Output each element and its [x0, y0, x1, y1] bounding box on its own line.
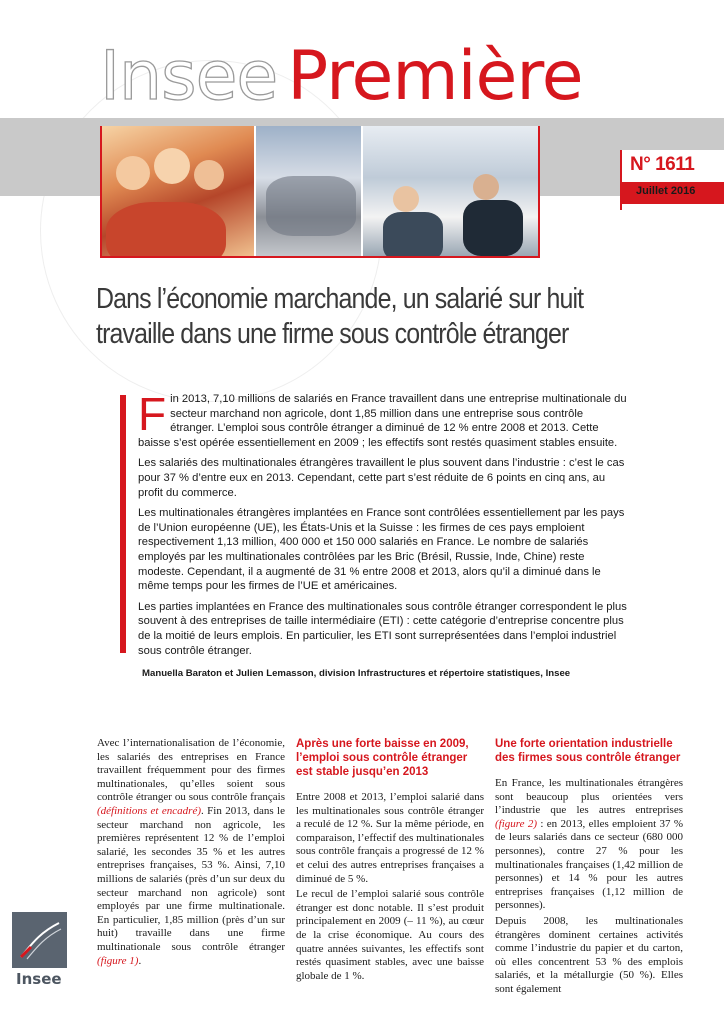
summary-paragraph-1 — [138, 388, 628, 450]
header-photo-strip — [100, 126, 540, 258]
brand-premiere: Première — [287, 37, 583, 116]
photo-face-shape — [473, 174, 499, 200]
insee-logo-text: Insee — [16, 970, 62, 988]
column-1-text-b: . Fin 2013, dans le secteur marchand non agricole, les premières représentent 12 % de l’emploi salarié, les secondes 35 % et les autres entreprises françaises, 53 %. Ainsi, 7,10 millions de salariés (près d’un sur deux du secteur marchand non agricole) sont employés par une firme multinationale. En particulier, 1,85 million (près d’un sur huit) travaille dans une firme multinationale sous contrôle étranger — [97, 804, 285, 953]
summary-block — [138, 388, 628, 664]
issue-box — [620, 150, 724, 210]
issue-date: Juillet 2016 — [636, 185, 696, 197]
column-3-heading: Une forte orientation industrielle des firmes sous contrôle étranger — [495, 738, 681, 764]
brand-insee: Insee — [100, 37, 278, 116]
article-title — [96, 282, 698, 352]
column-1-text-a: Avec l’internationalisation de l’économie, les salariés des entreprises en France travaillent fréquemment pour des firmes multinationales, qu’elles soient sous contrôle étranger ou sous contrôle français — [97, 737, 285, 804]
photo-clothes-shape — [106, 202, 226, 256]
authors-line: Manuella Baraton et Julien Lemasson, division Infrastructures et répertoire statistiques, Insee — [142, 668, 571, 679]
body-column-3 — [495, 737, 683, 999]
column-3-paragraph-1 — [495, 777, 683, 913]
insee-logo-icon — [12, 912, 67, 968]
summary-paragraph-1-text: in 2013, 7,10 millions de salariés en France travaillent dans une entreprise multinationale du secteur marchand non agricole, dont 1,85 million dans une entreprise sous contrôle étranger. L’emploi sous contrôle étranger a diminué de 12 % entre 2008 et 2013. Cette baisse s’est opérée essentiellement en 2009 ; les effectifs sont restés quasiment stables ensuite. — [138, 393, 627, 449]
column-3-text-a: En France, les multinationales étrangères sont beaucoup plus orientées vers l’industrie que les autres entreprises — [495, 777, 683, 817]
summary-paragraph-2: Les salariés des multinationales étrangères travaillent le plus souvent dans l’industrie : c’est le cas pour 37 % d’entre eux en 2013. Cependant, cette part s’est réduite de 6 points en cinq ans, au profit du commerce. — [138, 457, 625, 499]
article-title-line2: travaille dans une firme sous contrôle étranger — [96, 318, 569, 350]
body-column-1 — [97, 737, 285, 970]
reference-link-figure-2[interactable]: (figure 2) — [495, 817, 538, 830]
photo-face-shape — [393, 186, 419, 212]
summary-accent-bar — [120, 395, 126, 653]
photo-office-workers — [361, 126, 538, 256]
photo-face-shape — [154, 148, 190, 184]
column-2-paragraph-2: Le recul de l’emploi salarié sous contrôle étranger est donc notable. Il s’est produit principalement en 2009 (– 11 %), au cœur de la crise économique. Au cours des quatre années suivantes, les effectifs sont restés quasiment stables, avec une baisse globale de 1 %. — [296, 888, 484, 982]
issue-number: N° 1611 — [630, 154, 695, 175]
photo-clothes-shape — [463, 200, 523, 256]
photo-children — [102, 126, 254, 256]
column-3-paragraph-2: Depuis 2008, les multinationales étrangères dominent certaines activités comme l’industrie du papier et du carton, où elles concentrent 53 % des emplois salariés, et la métallurgie (50 %). Elles sont également — [495, 914, 683, 995]
column-3-text-b: : en 2013, elles emploient 37 % de leurs salariés dans ce secteur (680 000 personnes), contre 27 % pour les multinationales françaises (1,42 million de personnes) et 14 % pour les autres entreprises françaises (1,12 million de personnes). — [495, 817, 683, 912]
column-2-heading: Après une forte baisse en 2009, l’emploi sous contrôle étranger est stable jusqu’en 2013 — [296, 738, 469, 778]
photo-clothes-shape — [383, 212, 443, 256]
column-1-paragraph — [97, 737, 285, 968]
publication-brand — [100, 38, 583, 116]
insee-logo-mark — [17, 917, 63, 963]
body-column-2 — [296, 737, 484, 985]
article-title-line1: Dans l’économie marchande, un salarié sur huit — [96, 283, 584, 315]
photo-crowd-shape — [266, 176, 356, 236]
photo-face-shape — [116, 156, 150, 190]
photo-street-crowd — [254, 126, 361, 256]
summary-dropcap: F — [138, 388, 167, 440]
column-1-text-c: . — [138, 954, 142, 967]
column-2-paragraph-1: Entre 2008 et 2013, l’emploi salarié dans les multinationales sous contrôle étranger a reculé de 12 %. Sur la même période, en comparaison, l’effectif des multinationales sous contrôle français a progressé de 12 % et celui des autres entreprises françaises a diminué de 5 %. — [296, 791, 484, 885]
reference-link-definitions[interactable]: (définitions et encadré) — [97, 804, 201, 817]
reference-link-figure-1[interactable]: (figure 1) — [97, 954, 139, 967]
summary-paragraph-4: Les parties implantées en France des multinationales sous contrôle étranger correspondent le plus souvent à des entreprises de taille intermédiaire (ETI) : cette catégorie d’entreprise concentre plus de la moitié de leurs emplois. En particulier, les ETI sont surreprésentées dans l’emploi industriel sous contrôle étranger. — [138, 600, 627, 657]
photo-face-shape — [194, 160, 224, 190]
summary-paragraph-3: Les multinationales étrangères implantées en France sont contrôlées essentiellement par les pays de l’Union européenne (UE), les États-Unis et la Suisse : les firmes de ces pays emploient respectivement 1,13 million, 400 000 et 150 000 salariés en France. Le nombre de salariés employés par les multinationales contrôlées par les Bric (Brésil, Russie, Inde, Chine) reste modeste. Cependant, il a augmenté de 31 % entre 2008 et 2013, alors qu’il a diminué dans le même temps pour les firmes de l’UE et américaines. — [138, 507, 625, 593]
